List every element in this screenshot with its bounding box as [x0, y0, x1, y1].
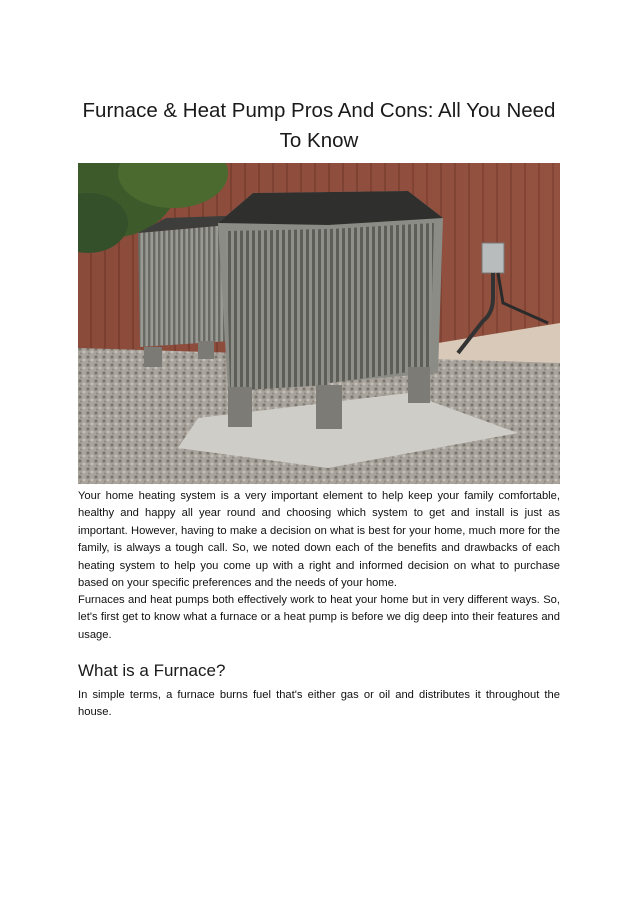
intro-paragraph: Your home heating system is a very important element to help keep your family comfortable, healthy and happy all year round and choosing which system to get and install is just as important. However, having to make a decision on what is best for your home, much more for the family, is always a tough call. So, we noted down each of the benefits and drawbacks of each heating system to help you come up with a right and informed decision on what to purchase based on your specific preferences and the needs of your home. — [78, 490, 560, 590]
page-title: Furnace & Heat Pump Pros And Cons: All You Need To Know — [82, 99, 556, 152]
section-paragraph: In simple terms, a furnace burns fuel that's either gas or oil and distributes it throughout the house. — [78, 689, 560, 719]
comparison-paragraph: Furnaces and heat pumps both effectively work to heat your home but in very different ways. So, let's first get to know what a furnace or a heat pump is before we dig deep into their features and usage. — [78, 594, 560, 641]
section-heading: What is a Furnace? — [78, 661, 226, 680]
hvac-units-photo — [78, 163, 560, 484]
